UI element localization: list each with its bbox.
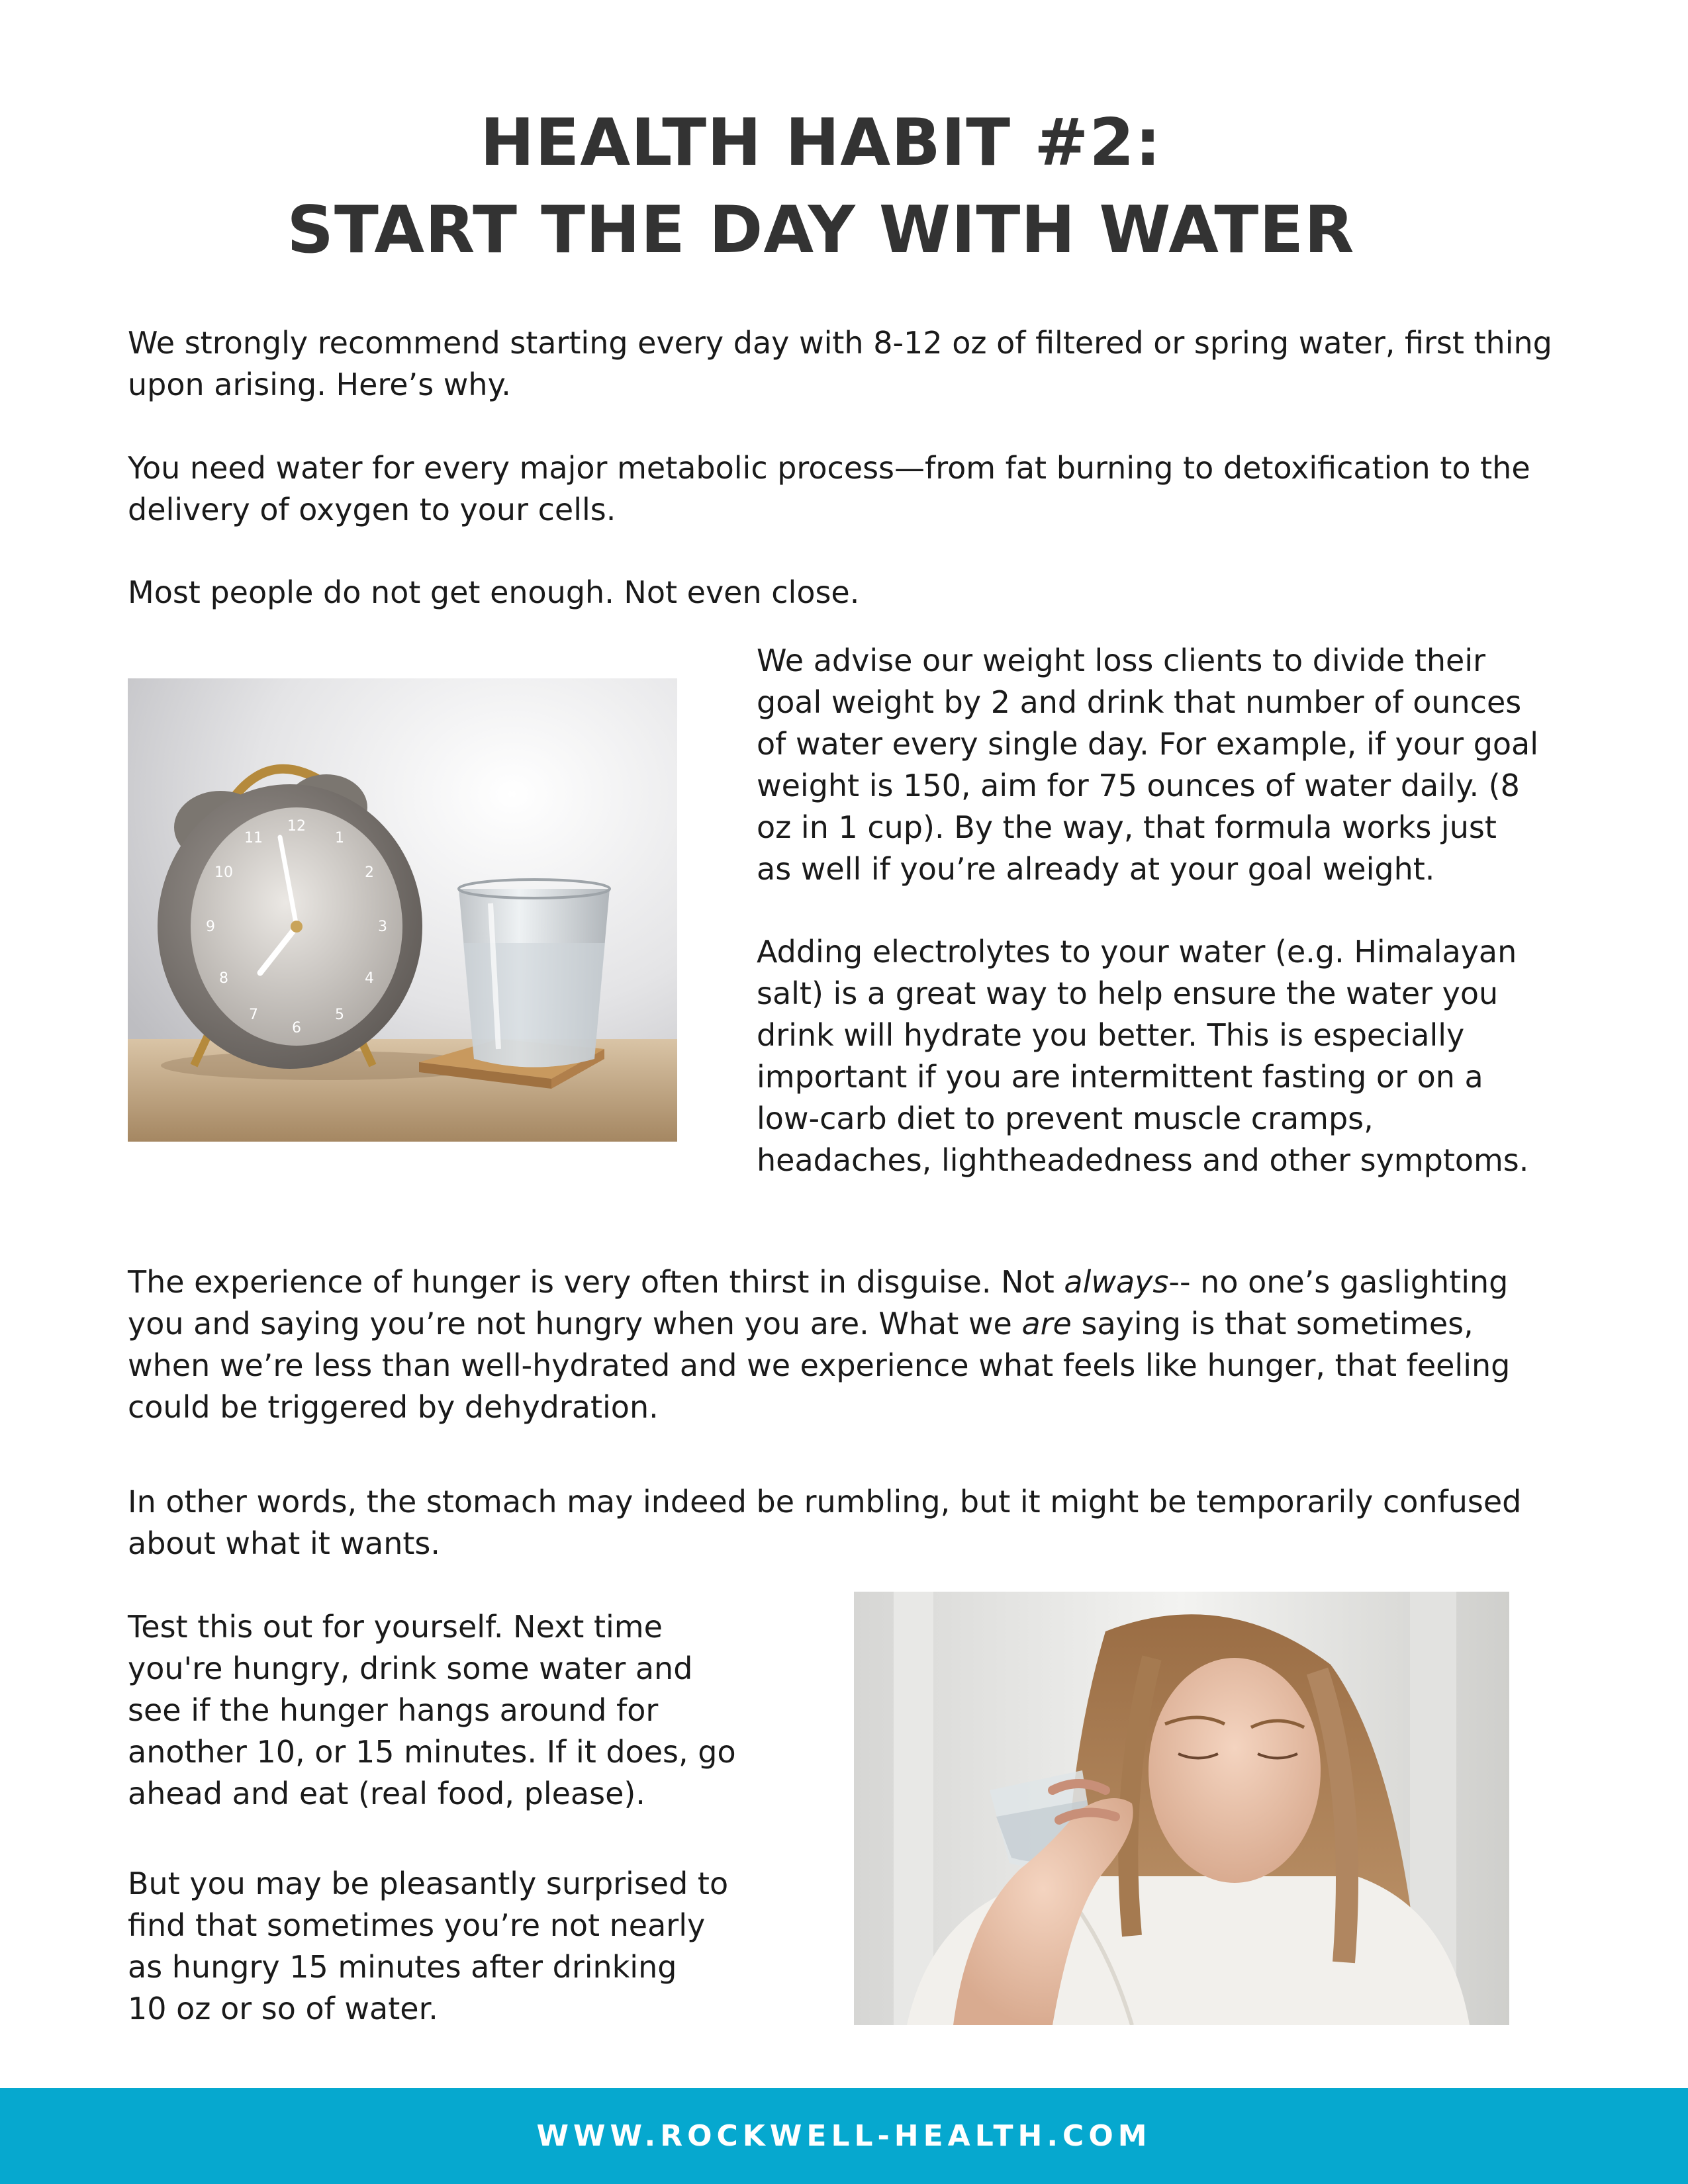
- clock-numeral: 11: [244, 830, 263, 846]
- title-line-1: HEALTH HABIT #2:: [480, 105, 1162, 181]
- stomach-paragraph: In other words, the stomach may indeed be rumbling, but it might be temporarily confused about what it wants.: [128, 1484, 1522, 1561]
- emphasis-always: always: [1064, 1264, 1169, 1300]
- electrolytes-paragraph: Adding electrolytes to your water (e.g. Himalayan salt) is a great way to help ensure the water you drink will hydrate you better. This is especially important if you are intermittent fasting or on a low-carb diet to prevent muscle cramps, headaches, lightheadedness and other symptoms.: [757, 934, 1529, 1178]
- woman-photo-illustration: [854, 1592, 1509, 2025]
- clock-numeral: 8: [219, 970, 228, 987]
- test-yourself-paragraph: Test this out for yourself. Next time you're hungry, drink some water and see if the hunger hangs around for another 10, or 15 minutes. If it does, go ahead and eat (real food, please).: [128, 1609, 736, 1811]
- intro-paragraph-2: You need water for every major metabolic process—from fat burning to detoxification to the delivery of oxygen to your cells.: [128, 450, 1530, 527]
- hunger-text-c: saying is that sometimes, when we’re less than well-hydrated and we experience what feels like hunger, that feeling could be triggered by dehydration.: [128, 1306, 1511, 1425]
- footer-website-link[interactable]: WWW.ROCKWELL-HEALTH.COM: [536, 2119, 1152, 2153]
- clock-numeral: 5: [335, 1007, 344, 1023]
- clock-numeral: 12: [287, 818, 306, 835]
- clock-numeral: 6: [292, 1020, 301, 1036]
- intro-paragraph-1: We strongly recommend starting every day with 8-12 oz of filtered or spring water, first thing upon arising. Here’s why.: [128, 325, 1552, 402]
- emphasis-are: are: [1021, 1306, 1072, 1342]
- alarm-clock-and-water-glass-photo: [128, 678, 677, 1142]
- clock-numeral: 10: [214, 864, 233, 881]
- clock-numeral: 9: [206, 919, 215, 935]
- hunger-text-b: -- no one’s gaslighting you and saying you’re not hungry when you are. What we: [128, 1264, 1509, 1342]
- hunger-text-a: The experience of hunger is very often thirst in disguise. Not: [128, 1264, 1064, 1300]
- pleasant-surprise-paragraph: But you may be pleasantly surprised to find that sometimes you’re not nearly as hungry 15 minutes after drinking 10 oz or so of water.: [128, 1866, 729, 2026]
- intro-paragraph-3: Most people do not get enough. Not even close.: [128, 574, 860, 610]
- clock-numeral: 1: [335, 830, 344, 846]
- clock-numeral: 3: [378, 919, 387, 935]
- page-title: [0, 99, 1642, 274]
- clock-numeral: 4: [365, 970, 374, 987]
- clock-numeral: 7: [249, 1007, 258, 1023]
- title-line-2: START THE DAY WITH WATER: [287, 193, 1355, 268]
- woman-drinking-water-photo: [854, 1592, 1509, 2025]
- clock-numeral: 2: [365, 864, 374, 881]
- weight-advice-paragraph: We advise our weight loss clients to divide their goal weight by 2 and drink that number of ounces of water every single day. For example, if your goal weight is 150, aim for 75 ounces of water daily. (8 oz in 1 cup). By the way, that formula works just as well if you’re already at your goal weight.: [757, 643, 1539, 887]
- footer-bar: [0, 2088, 1688, 2184]
- clock-photo-illustration: [128, 678, 677, 1142]
- hunger-thirst-paragraph: [128, 1261, 1637, 1428]
